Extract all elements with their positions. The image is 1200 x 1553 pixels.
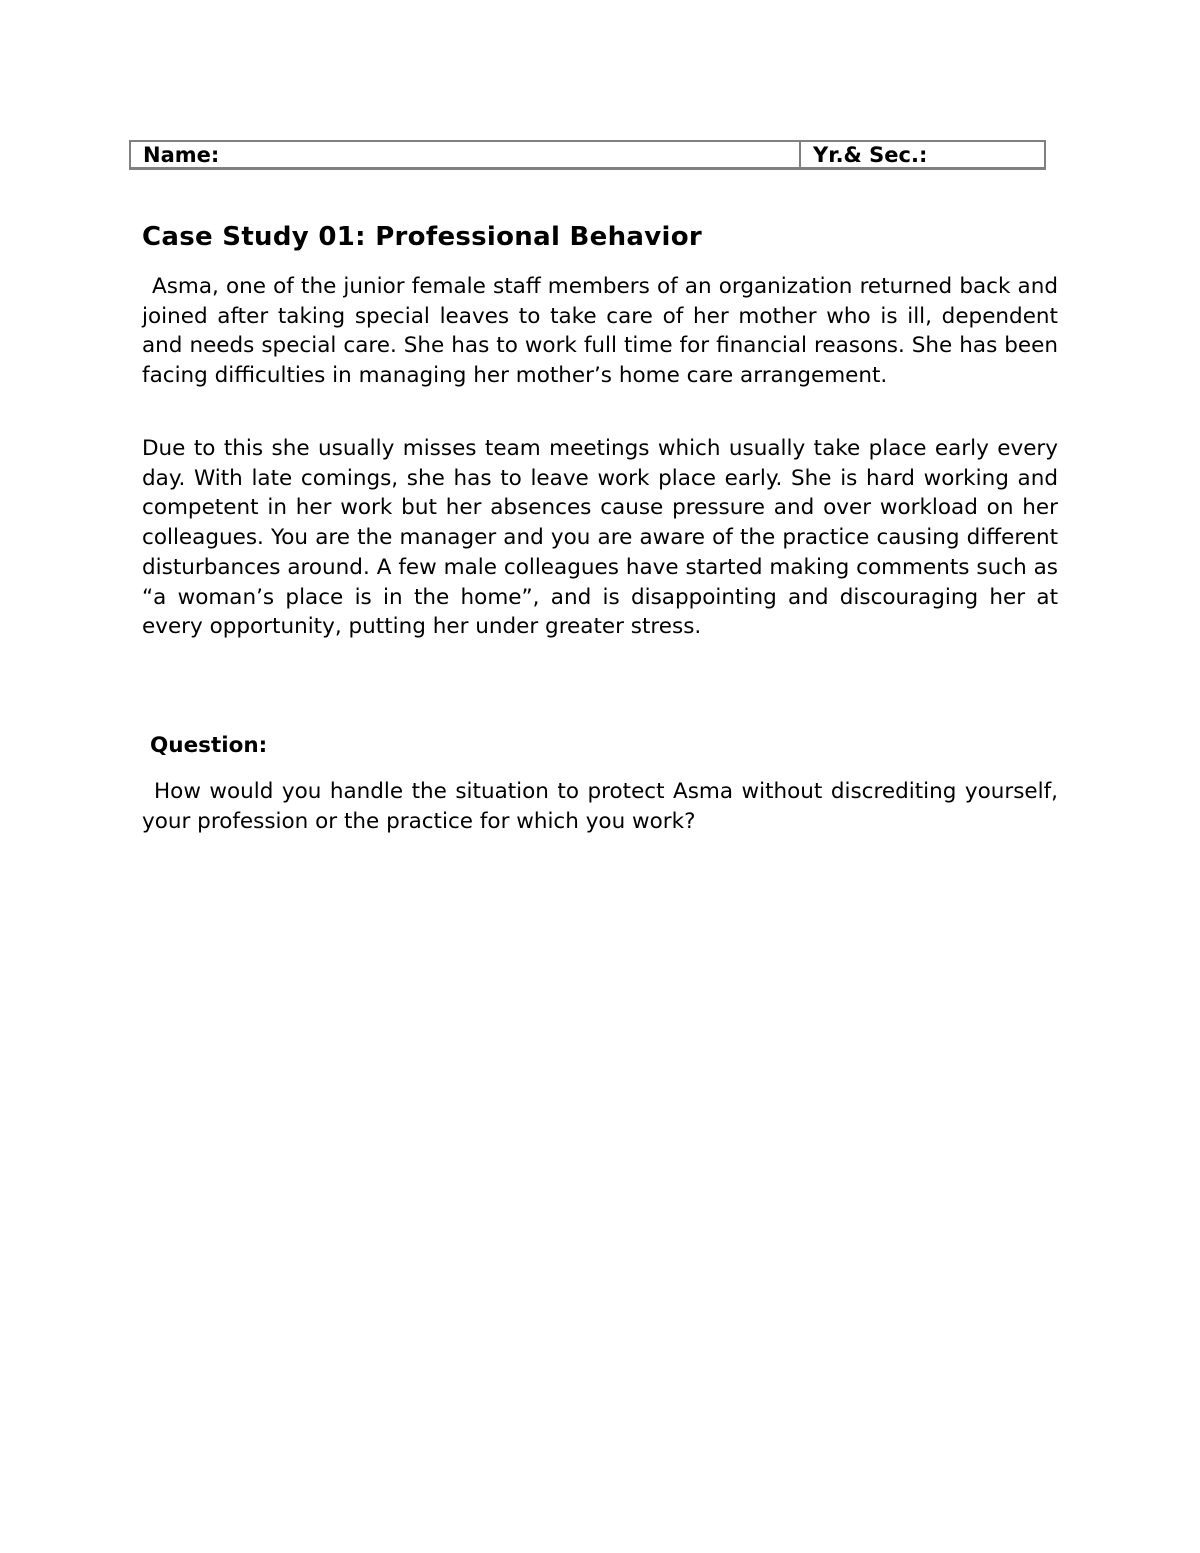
case-study-title: Case Study 01: Professional Behavior xyxy=(142,222,702,252)
name-field[interactable] xyxy=(131,142,801,167)
question-label: Question: xyxy=(150,733,268,758)
question-text: How would you handle the situation to protect Asma without discrediting yourself, your profession or the practice for which you work? xyxy=(142,779,1058,834)
yr-sec-field[interactable] xyxy=(801,142,1044,167)
name-label: Name: xyxy=(143,142,220,167)
case-paragraph-2: Due to this she usually misses team meetings which usually take place early every day. With late comings, she has to leave work place early. She is hard working and competent in her work but her absences cause pressure and over workload on her colleagues. You are the manager and you are aware of the practice causing different disturbances around. A few male colleagues have started making comments such as “a woman’s place is in the home”, and is disappointing and discouraging her at every opportunity, putting her under greater stress. xyxy=(142,436,1058,640)
case-paragraph-1: Asma, one of the junior female staff members of an organization returned back and joined after taking special leaves to take care of her mother who is ill, dependent and needs special care. She has to work full time for financial reasons. She has been facing difficulties in managing her mother’s home care arrangement. xyxy=(142,274,1058,389)
student-info-table xyxy=(129,140,1046,170)
yr-sec-label: Yr.& Sec.: xyxy=(813,142,928,167)
